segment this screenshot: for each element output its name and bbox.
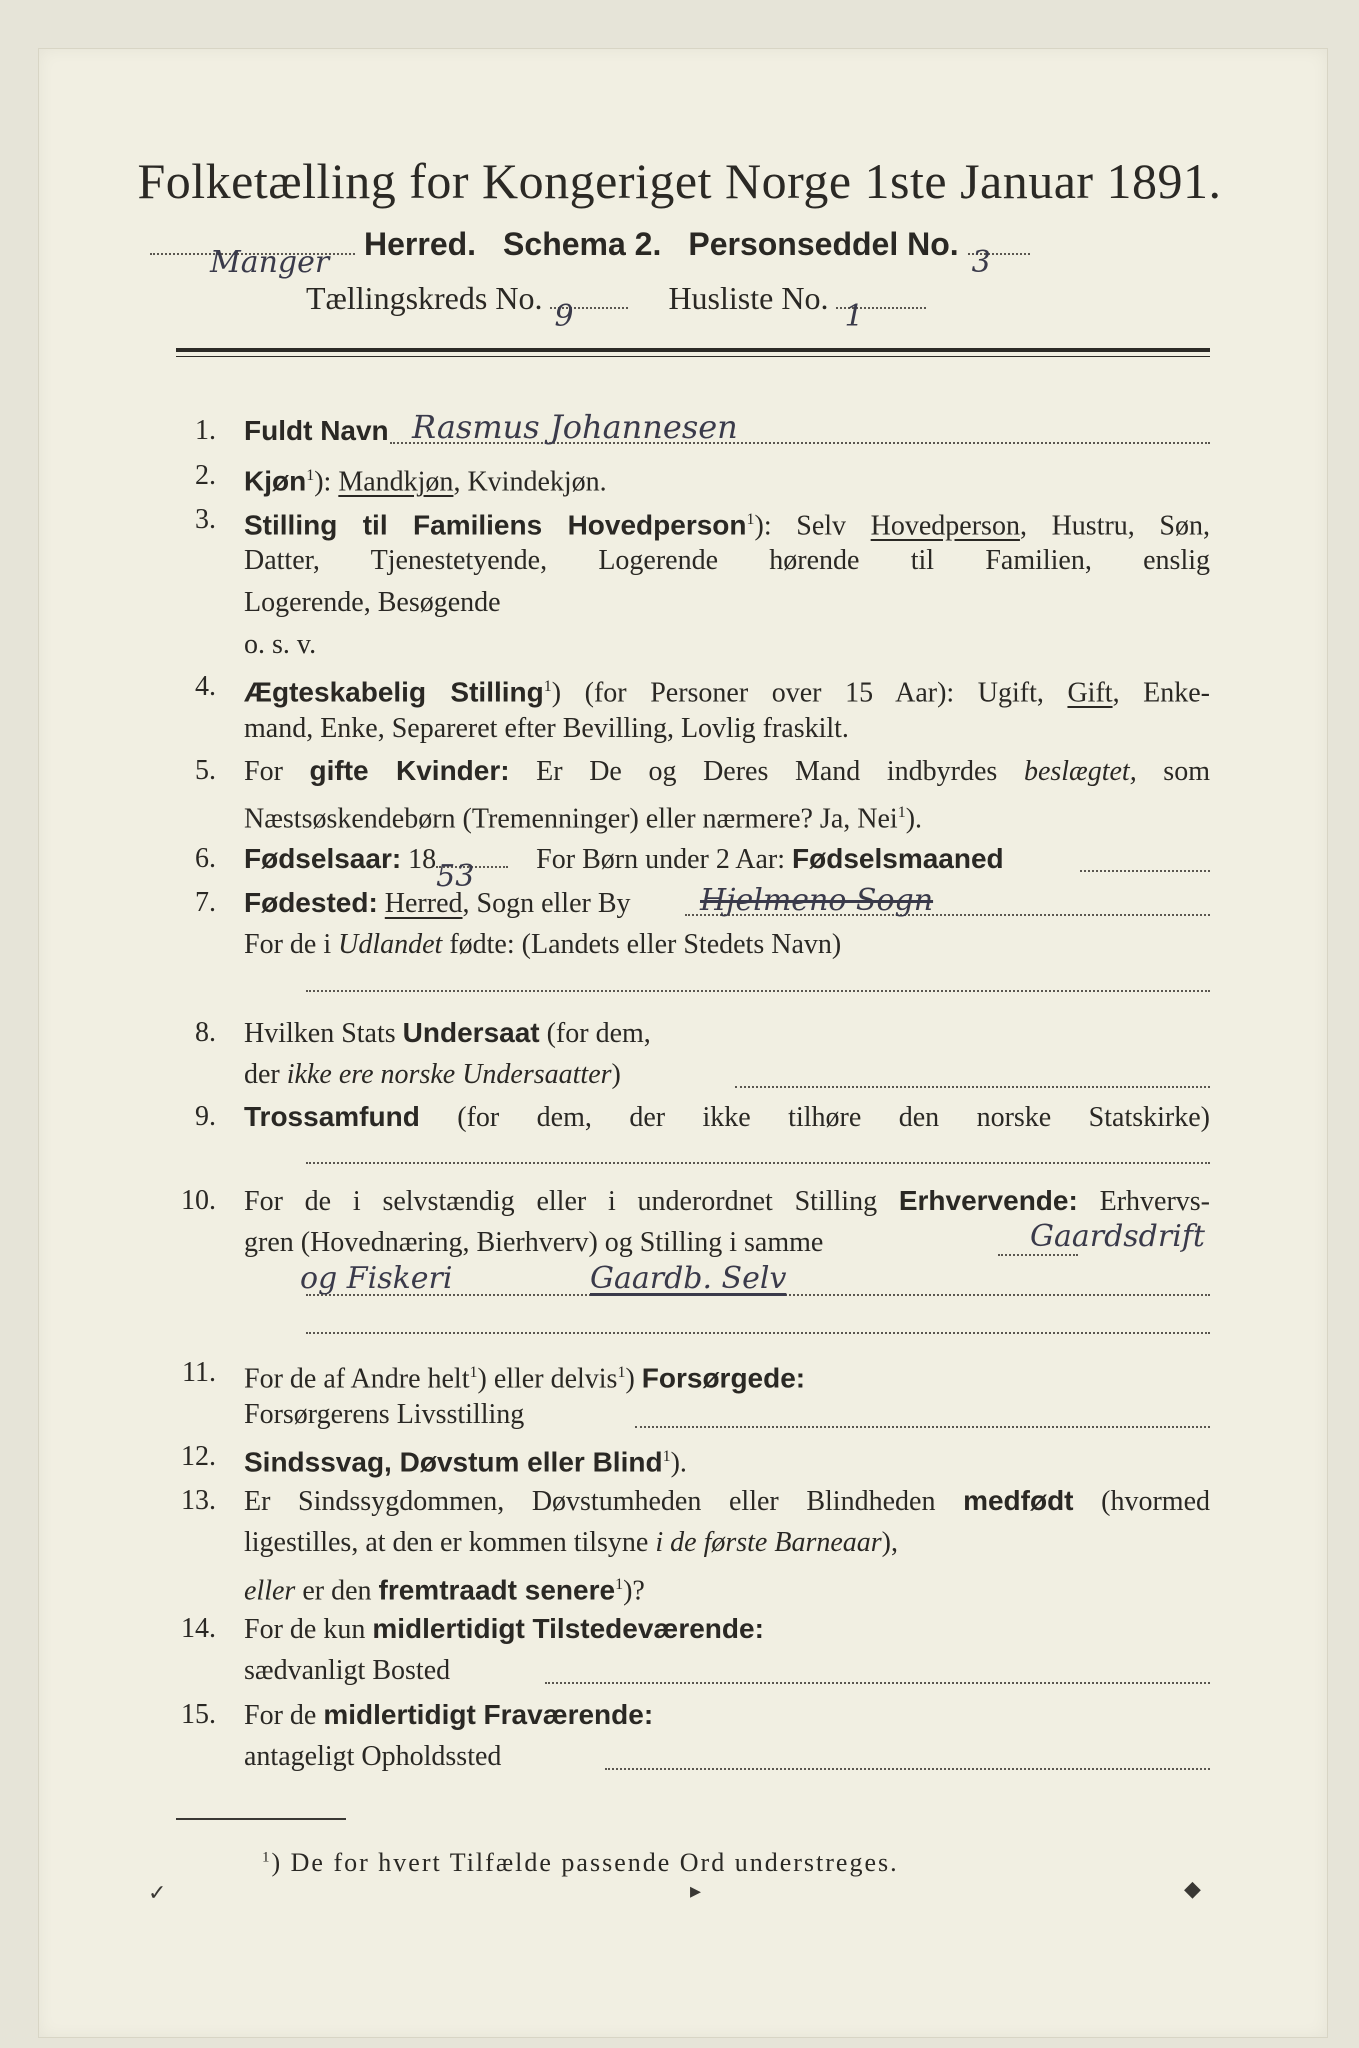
footnote (262, 1848, 899, 1878)
q10-line-2: gren (Hovednæring, Bierhverv) og Stilling i samme (244, 1227, 824, 1258)
q3-text: ): Selv (754, 510, 871, 542)
item-number: 1. (195, 415, 216, 446)
footnote-ref: 1 (617, 1364, 626, 1381)
item-number: 8. (195, 1017, 216, 1048)
q13-text: Er Sindssygdommen, Døvstumheden eller Blindheden (244, 1486, 964, 1517)
husliste-field (836, 299, 926, 334)
item-text (244, 1012, 1210, 1055)
header-rule-thin (176, 356, 1210, 357)
item-text (244, 1480, 1210, 1523)
q6-field (436, 859, 508, 894)
q7-blank-line (306, 990, 1210, 992)
item-number: 2. (195, 460, 216, 491)
q5-italic: beslægtet, (1023, 756, 1137, 787)
item-text (244, 1694, 1210, 1737)
q13-line-3-b: )? (623, 1575, 645, 1607)
item-number: 15. (181, 1699, 216, 1730)
q6-label-2: Fødselsmaaned (792, 843, 1004, 874)
item-number: 13. (181, 1485, 216, 1516)
footnote-ref: 1 (306, 467, 315, 484)
q5-line-2-end: ). (905, 803, 923, 835)
q8-text-end: (for dem, (539, 1018, 651, 1049)
footnote-ref: 1 (746, 511, 755, 528)
footnote-ref: 1 (662, 1448, 671, 1465)
q13-label: medfødt (963, 1485, 1074, 1516)
q15-line-2: antageligt Opholdssted (244, 1741, 502, 1772)
q11-text-2: ) eller delvis (477, 1363, 618, 1395)
personseddel-field (968, 245, 1030, 280)
q8-line-2-a: der (244, 1059, 287, 1090)
q1-label: Fuldt Navn (244, 415, 389, 446)
q10-value-1: Gaardsdrift (1030, 1219, 1205, 1254)
q5-label: gifte Kvinder: (309, 755, 510, 786)
footnote-rule (176, 1818, 346, 1820)
q4-text-end: , Enke- (1112, 677, 1210, 709)
item-number: 7. (195, 887, 216, 918)
q5-line-2-text: Næstsøskendebørn (Tremenninger) eller nærmere? Ja, Nei (244, 803, 898, 835)
item-number: 10. (181, 1185, 216, 1216)
q5-text-end: som (1136, 756, 1210, 787)
q6-prefix: 18 (408, 844, 437, 875)
item-number: 11. (182, 1357, 216, 1388)
q13-line-3-a: er den (295, 1575, 379, 1607)
herred-field (150, 245, 355, 280)
q13-line-3-label: fremtraadt senere (378, 1574, 616, 1606)
q14-leader (545, 1682, 1210, 1684)
q13-text-end: (hvormed (1073, 1486, 1211, 1517)
q6-leader (1080, 870, 1210, 872)
item-text (244, 838, 1210, 894)
q13-line-2 (244, 1522, 1210, 1564)
schema-label: Schema 2. (503, 226, 662, 262)
q15-text: For de (244, 1700, 324, 1731)
q4-line-2: mand, Enke, Separeret efter Bevilling, Lovlig fraskilt. (244, 713, 849, 744)
item-text (244, 1096, 1210, 1139)
q6-value: 53 (436, 859, 475, 894)
q3-label: Stilling til Familiens Hovedperson (244, 509, 747, 541)
q5-line-2 (244, 792, 1210, 840)
q3-option-selected: Hovedperson (870, 510, 1020, 542)
q2-label: Kjøn (244, 465, 307, 497)
q7-line-2 (244, 924, 1210, 966)
q8-line-2-b: ) (611, 1059, 621, 1090)
item-number: 4. (195, 671, 216, 702)
item-number: 12. (181, 1441, 216, 1472)
header-line-kreds (306, 280, 1359, 340)
q7-label: Fødested: (244, 887, 378, 918)
item-text (244, 1608, 1210, 1651)
q7-line-2-italic: Udlandet (338, 929, 443, 960)
q15-label: midlertidigt Fraværende: (323, 1699, 654, 1730)
q1-value: Rasmus Johannesen (412, 408, 738, 446)
q14-label: midlertidigt Tilstedeværende: (372, 1613, 764, 1644)
q11-text: For de af Andre helt (244, 1363, 470, 1395)
header-line-herred (150, 222, 1210, 282)
q14-line-2: sædvanligt Bosted (244, 1655, 451, 1686)
q8-label: Undersaat (402, 1017, 540, 1048)
q4-text: ) (for Personer over 15 Aar): Ugift, (551, 677, 1068, 709)
q8-line-2 (244, 1054, 1210, 1096)
q3-text-end: , Hustru, Søn, (1019, 510, 1210, 542)
q7-option-selected: Herred (384, 888, 463, 919)
q8-leader (735, 1086, 1210, 1088)
q2-option: , Kvindekjøn. (453, 466, 607, 498)
footnote-text: ) De for hvert Tilfælde passende Ord understreges. (271, 1848, 899, 1877)
q10-text: For de i selvstændig eller i underordnet Stilling (244, 1186, 899, 1217)
dot-mark-icon: ▸ (690, 1878, 702, 1903)
personseddel-value: 3 (971, 245, 991, 280)
q2-text: ): (314, 466, 339, 498)
form-title: Folketælling for Kongeriget Norge 1ste Januar 1891. (137, 153, 1222, 209)
q13-line-3 (244, 1564, 1210, 1612)
footnote-ref: 1 (897, 804, 906, 821)
item-number: 5. (195, 755, 216, 786)
q12-label: Sindssvag, Døvstum eller Blind (244, 1446, 663, 1478)
item-number: 14. (181, 1613, 216, 1644)
q7-line-2-b: fødte: (Landets eller Stedets Navn) (442, 929, 842, 960)
q10-blank-line (306, 1332, 1210, 1334)
q3-line-4: o. s. v. (244, 629, 317, 660)
q13-line-2-italic: i de første Barneaar (655, 1527, 882, 1558)
q10-text-end: Erhvervs- (1077, 1186, 1210, 1217)
taellingskreds-value: 9 (554, 299, 574, 334)
personseddel-label: Personseddel No. (688, 226, 959, 262)
q10-label: Erhvervende: (898, 1185, 1078, 1216)
item-text (244, 750, 1210, 793)
q6-label: Fødselsaar: (244, 843, 402, 874)
q10-value-3: Gaardb. Selv (590, 1261, 787, 1296)
q13-line-2-a: ligestilles, at den er kommen tilsyne (244, 1527, 656, 1558)
q2-option-selected: Mandkjøn (338, 466, 454, 498)
footnote-ref: 1 (615, 1576, 624, 1593)
q13-line-3-italic: eller (244, 1575, 296, 1607)
q7-text: , Sogn eller By (462, 888, 631, 919)
q11-label: Forsørgede: (641, 1362, 806, 1394)
q3-line-3: Logerende, Besøgende (244, 587, 501, 618)
q9-blank-line (306, 1162, 1210, 1164)
q9-label: Trossamfund (244, 1101, 420, 1132)
item-text (244, 1436, 1210, 1484)
herred-value: Manger (210, 245, 330, 280)
q8-line-2-italic: ikke ere norske Undersaatter (286, 1059, 612, 1090)
item-number: 9. (195, 1101, 216, 1132)
q7-line-2-a: For de i (244, 929, 339, 960)
q15-leader (605, 1768, 1210, 1770)
footnote-ref: 1 (469, 1364, 478, 1381)
item-number: 6. (195, 843, 216, 874)
q13-line-2-b: ), (881, 1527, 898, 1558)
q10-value-2: og Fiskeri (300, 1261, 453, 1296)
q8-text: Hvilken Stats (244, 1018, 403, 1049)
header-rule-thick (176, 348, 1210, 352)
q9-text: (for dem, der ikke tilhøre den norske Statskirke) (419, 1102, 1210, 1133)
herred-label: Herred. (364, 226, 477, 262)
q5-text-2: Er De og Deres Mand indbyrdes (509, 756, 1024, 787)
q11-leader (635, 1426, 1210, 1428)
arrow-mark-icon: ◆ (1184, 1876, 1201, 1901)
q6-text: For Børn under 2 Aar: (536, 844, 793, 875)
q12-text-end: ). (670, 1447, 687, 1479)
husliste-label: Husliste No. (668, 280, 829, 316)
item-text (244, 455, 1210, 503)
q7-value: Hjelmeno Sogn (700, 883, 934, 918)
q4-label: Ægteskabelig Stilling (244, 676, 544, 708)
q3-line-2: Datter, Tjenestetyende, Logerende hørende til Familien, enslig (244, 545, 1210, 576)
q4-option-selected: Gift (1067, 677, 1113, 709)
q14-text: For de kun (244, 1614, 373, 1645)
husliste-value: 1 (844, 299, 864, 334)
footnote-ref: 1 (543, 678, 552, 695)
q11-text-3: ) (625, 1363, 642, 1395)
taellingskreds-field (550, 299, 628, 334)
item-number: 3. (195, 504, 216, 535)
tick-mark-icon: ✓ (148, 1880, 167, 1905)
q5-text: For (244, 756, 310, 787)
taellingskreds-label: Tællingskreds No. (306, 280, 543, 316)
q11-line-2: Forsørgerens Livsstilling (244, 1399, 525, 1430)
footnote-marker: 1 (262, 1849, 272, 1866)
